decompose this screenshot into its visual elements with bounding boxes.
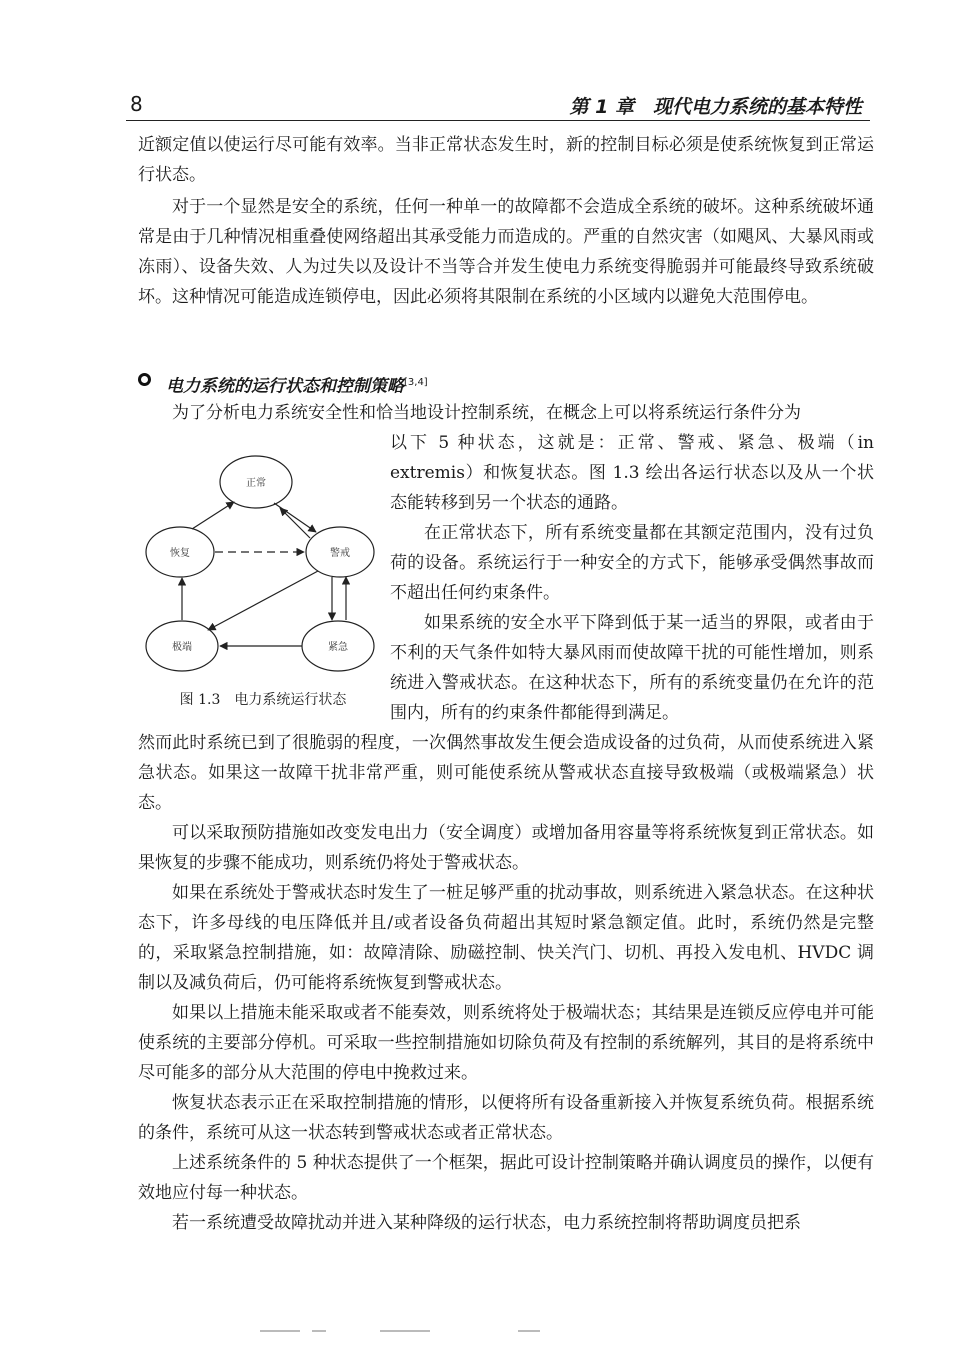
paragraph-8: 如果以上措施未能采取或者不能奏效，则系统将处于极端状态；其结果是连锁反应停电并可能使系统的主要部分停机。可采取一些控制措施如切除负荷及有控制的系统解列，其目的是将系统中尽可能多的部分从大范围的停电中挽救过来。	[138, 1003, 874, 1083]
paragraph-5-side: 如果系统的安全水平下降到低于某一适当的界限，或者由于不利的天气条件如特大暴风雨而使故障干扰的可能性增加，则系统进入警戒状态。在这种状态下，所有的系统变量仍在允许的范围内，所有的约束条件都能得到满足。	[390, 613, 874, 723]
section-title: 电力系统的运行状态和控制策略[3,4]	[166, 376, 428, 397]
section-heading	[138, 368, 874, 398]
figure-caption: 图 1.3 电力系统运行状态	[179, 692, 347, 708]
state-alert-label: 警戒	[330, 548, 350, 559]
arrow-alert-to-in-extremis	[208, 571, 318, 630]
paragraph-4: 在正常状态下，所有系统变量都在其额定范围内，没有过负荷的设备。系统运行于一种安全的方式下，能够承受偶然事故而不超出任何约束条件。	[390, 523, 874, 603]
header-rule	[126, 120, 870, 121]
section-bullet-icon	[138, 373, 151, 386]
arrow-normal-to-alert	[274, 503, 316, 532]
paragraph-7: 如果在系统处于警戒状态时发生了一桩足够严重的扰动事故，则系统进入紧急状态。在这种状态下，许多母线的电压降低并且/或者设备负荷超出其短时紧急额定值。此时，系统仍然是完整的，采取紧急控制措施，如：故障清除、励磁控制、快关汽门、切机、再投入发电机、HVDC 调制以及减负荷后，仍可能将系统恢复到警戒状态。	[138, 883, 874, 993]
paragraph-3-lead: 为了分析电力系统安全性和恰当地设计控制系统，在概念上可以将系统运行条件分为	[172, 403, 801, 423]
page-number: 8	[130, 92, 143, 116]
arrow-alert-to-normal	[280, 508, 310, 538]
chapter-running-head: 第 1 章 现代电力系统的基本特性	[569, 96, 862, 118]
paragraph-3-cont: 以下 5 种状态，这就是：正常、警戒、紧急、极端（in extremis）和恢复状态。图 1.3 绘出各运行状态以及从一个状态能转移到另一个状态的通路。	[390, 433, 874, 513]
section-reference: [3,4]	[404, 377, 428, 388]
paragraph-9: 恢复状态表示正在采取控制措施的情形，以便将所有设备重新接入并恢复系统负荷。根据系统的条件，系统可从这一状态转到警戒状态或者正常状态。	[138, 1093, 874, 1143]
figure-1-3	[138, 440, 388, 720]
paragraph-1: 近额定值以使运行尽可能有效率。当非正常状态发生时，新的控制目标必须是使系统恢复到正常运行状态。	[138, 135, 874, 185]
paragraph-10: 上述系统条件的 5 种状态提供了一个框架，据此可设计控制策略并确认调度员的操作，以便有效地应付每一种状态。	[138, 1153, 874, 1203]
paragraph-11: 若一系统遭受故障扰动并进入某种降级的运行状态，电力系统控制将帮助调度员把系	[172, 1213, 801, 1233]
state-in-extremis-label: 极端	[172, 642, 192, 653]
paragraph-5-full: 然而此时系统已到了很脆弱的程度，一次偶然事故发生便会造成设备的过负荷，从而使系统进入紧急状态。如果这一故障干扰非常严重，则可能使系统从警戒状态直接导致极端（或极端紧急）状态。	[138, 733, 874, 813]
state-restorative-label: 恢复	[170, 548, 190, 559]
state-diagram	[138, 440, 388, 685]
state-emergency-label: 紧急	[328, 642, 348, 653]
paragraph-6: 可以采取预防措施如改变发电出力（安全调度）或增加备用容量等将系统恢复到正常状态。如果恢复的步骤不能成功，则系统仍将处于警戒状态。	[138, 823, 874, 873]
page-header	[126, 90, 870, 124]
arrow-restorative-to-normal	[192, 502, 234, 529]
state-normal-label: 正常	[246, 478, 266, 489]
paragraph-2: 对于一个显然是安全的系统，任何一种单一的故障都不会造成全系统的破坏。这种系统破坏通常是由于几种情况相重叠使网络超出其承受能力而造成的。严重的自然灾害（如飓风、大暴风雨或冻雨）、设备失效、人为过失以及设计不当等合并发生使电力系统变得脆弱并可能最终导致系统破坏。这种情况可能造成连锁停电，因此必须将其限制在系统的小区域内以避免大范围停电。	[138, 197, 874, 307]
scan-artifact-marks	[250, 1330, 550, 1336]
